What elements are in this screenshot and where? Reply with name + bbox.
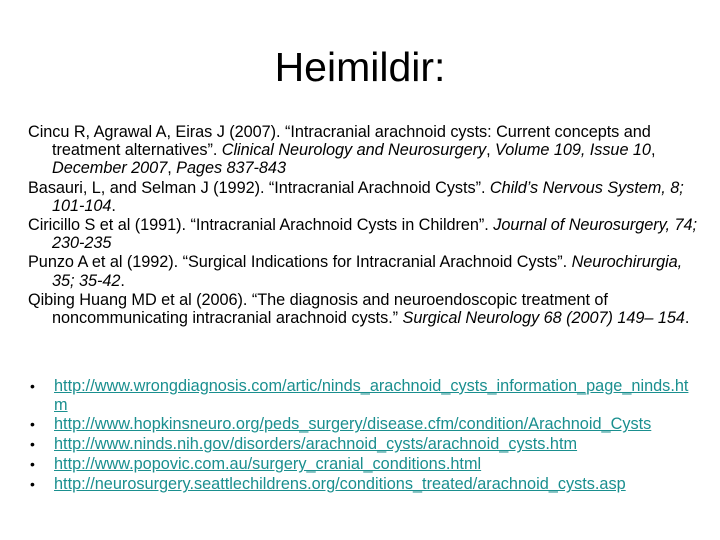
link-wrongdiagnosis[interactable]: http://www.wrongdiagnosis.com/artic/ninds_arachnoid_cysts_information_page_ninds.htm <box>54 377 689 414</box>
bullet-icon: • <box>30 378 35 394</box>
reference-text: Punzo A et al (1992). “Surgical Indications for Intracranial Arachnoid Cysts”. <box>28 253 572 272</box>
link-item <box>28 415 698 434</box>
reference-item-huang <box>28 291 698 327</box>
bullet-icon: • <box>30 456 35 473</box>
reference-item-cincu <box>28 123 698 178</box>
bullet-icon: • <box>30 416 35 433</box>
reference-text: Cincu R, Agrawal A, Eiras J (2007). “Intracranial arachnoid cysts: Current concepts and treatment alternatives”. <box>28 123 651 160</box>
reference-list <box>28 123 698 328</box>
journal-citation: Surgical Neurology 68 (2007) 149– 154 <box>402 309 685 328</box>
separator: , <box>650 141 656 160</box>
reference-item-basauri <box>28 179 698 215</box>
link-seattlechildrens[interactable]: http://neurosurgery.seattlechildrens.org/conditions_treated/arachnoid_cysts.asp <box>54 475 626 494</box>
volume-issue: Volume 109, Issue 10 <box>495 141 651 160</box>
reference-item-ciricillo <box>28 216 698 252</box>
reference-text: Qibing Huang MD et al (2006). “The diagnosis and neuroendoscopic treatment of noncommunicating intracranial arachnoid cysts.” <box>28 290 608 328</box>
journal-name: Clinical Neurology and Neurosurgery <box>221 141 487 160</box>
link-ninds[interactable]: http://www.ninds.nih.gov/disorders/arachnoid_cysts/arachnoid_cysts.htm <box>54 435 578 454</box>
separator: , <box>167 159 177 178</box>
reference-end: . <box>111 196 116 215</box>
journal-citation: Child’s Nervous System, 8; 101-104 <box>52 178 684 215</box>
reference-item-punzo <box>28 253 698 289</box>
reference-end: . <box>120 271 125 290</box>
link-item <box>28 377 698 414</box>
separator: , <box>486 141 496 160</box>
slide-title: Heimildir: <box>274 44 446 90</box>
bullet-icon: • <box>30 436 35 453</box>
link-item <box>28 475 698 494</box>
link-item <box>28 455 698 474</box>
link-popovic[interactable]: http://www.popovic.com.au/surgery_cranial_conditions.html <box>54 455 482 474</box>
pages: Pages 837-843 <box>176 159 286 178</box>
journal-citation: Journal of Neurosurgery, 74; 230-235 <box>52 216 697 253</box>
reference-text: Ciricillo S et al (1991). “Intracranial Arachnoid Cysts in Children”. <box>28 216 494 235</box>
publication-date: December 2007 <box>52 159 168 178</box>
bullet-icon: • <box>30 476 35 493</box>
link-hopkinsneuro[interactable]: http://www.hopkinsneuro.org/peds_surgery/disease.cfm/condition/Arachnoid_Cysts <box>54 415 652 434</box>
link-item <box>28 435 698 454</box>
link-list <box>28 377 698 495</box>
reference-text: Basauri, L, and Selman J (1992). “Intracranial Arachnoid Cysts”. <box>28 178 490 197</box>
reference-end: . <box>684 309 690 328</box>
journal-citation: Neurochirurgia, 35; 35-42 <box>52 253 683 290</box>
